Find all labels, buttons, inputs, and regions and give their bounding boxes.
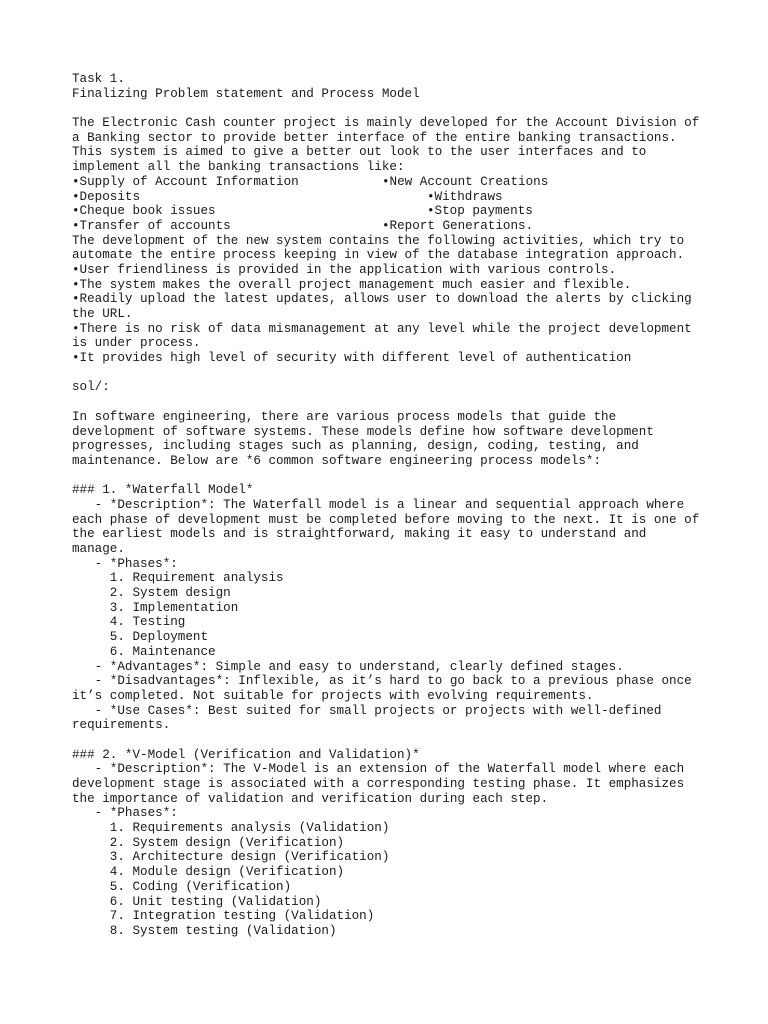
blank-line <box>72 469 712 484</box>
transaction-row <box>72 190 712 205</box>
intro-line: This system is aimed to give a better out look to the user interfaces and to <box>72 145 647 160</box>
overview-line: development of software systems. These models define how software development <box>72 424 654 439</box>
activities-line: •It provides high level of security with different level of authentication <box>72 351 632 366</box>
task-subheading: Finalizing Problem statement and Process Model <box>72 86 420 101</box>
intro-line: a Banking sector to provide better interface of the entire banking transactions. <box>72 130 677 145</box>
waterfall-line: requirements. <box>72 718 171 733</box>
activities-line: •The system makes the overall project management much easier and flexible. <box>72 277 632 292</box>
transaction-row <box>72 175 712 190</box>
waterfall-line: the earliest models and is straightforward, making it easy to understand and <box>72 527 647 542</box>
transaction-left: •Supply of Account Information <box>72 174 299 189</box>
waterfall-line: - *Advantages*: Simple and easy to understand, clearly defined stages. <box>72 659 624 674</box>
activities-line: The development of the new system contains the following activities, which try to <box>72 233 685 248</box>
vmodel-line: 5. Coding (Verification) <box>72 879 292 894</box>
transaction-right: •Stop payments <box>427 204 533 219</box>
waterfall-line: 5. Deployment <box>72 630 209 645</box>
intro-line: The Electronic Cash counter project is mainly developed for the Account Division of <box>72 116 700 131</box>
transaction-row <box>72 219 712 234</box>
vmodel-line: development stage is associated with a corresponding testing phase. It emphasizes <box>72 777 685 791</box>
transaction-left: •Cheque book issues <box>72 204 216 219</box>
overview-line: maintenance. Below are *6 common software engineering process models*: <box>72 453 602 468</box>
transaction-right: •New Account Creations <box>382 174 549 189</box>
vmodel-line: 4. Module design (Verification) <box>72 865 345 880</box>
document-page <box>72 72 712 939</box>
waterfall-line: - *Disadvantages*: Inflexible, as it’s hard to go back to a previous phase once <box>72 674 692 689</box>
blank-line <box>72 733 712 748</box>
vmodel-line: 3. Architecture design (Verification) <box>72 850 390 865</box>
waterfall-line: 6. Maintenance <box>72 644 216 659</box>
transaction-right: •Report Generations. <box>382 218 534 233</box>
waterfall-line: 3. Implementation <box>72 600 239 615</box>
activities-line: •Readily upload the latest updates, allows user to download the alerts by clicking <box>72 292 692 307</box>
waterfall-line: 1. Requirement analysis <box>72 571 284 586</box>
transaction-right: •Withdraws <box>427 189 503 204</box>
overview-line: In software engineering, there are various process models that guide the <box>72 409 617 424</box>
waterfall-line: 4. Testing <box>72 615 186 630</box>
transaction-row <box>72 204 712 219</box>
activities-line: automate the entire process keeping in view of the database integration approach. <box>72 248 685 263</box>
waterfall-line: - *Use Cases*: Best suited for small projects or projects with well-defined <box>72 703 662 718</box>
activities-line: •User friendliness is provided in the application with various controls. <box>72 262 617 277</box>
waterfall-line: manage. <box>72 542 125 556</box>
waterfall-line: each phase of development must be completed before moving to the next. It is one of <box>72 512 700 527</box>
waterfall-line: it’s completed. Not suitable for projects with evolving requirements. <box>72 688 594 703</box>
vmodel-line: the importance of validation and verification during each step. <box>72 791 549 806</box>
vmodel-line: 7. Integration testing (Validation) <box>72 909 375 924</box>
vmodel-line: 6. Unit testing (Validation) <box>72 894 322 909</box>
vmodel-line: - *Description*: The V-Model is an extension of the Waterfall model where each <box>72 762 685 777</box>
blank-line <box>72 395 712 410</box>
waterfall-line: - *Description*: The Waterfall model is a linear and sequential approach where <box>72 497 685 512</box>
vmodel-line: 8. System testing (Validation) <box>72 923 337 938</box>
vmodel-heading: ### 2. *V-Model (Verification and Validation)* <box>72 747 420 762</box>
vmodel-line: - *Phases*: <box>72 806 178 821</box>
overview-line: progresses, including stages such as planning, design, coding, testing, and <box>72 439 639 454</box>
intro-line: implement all the banking transactions like: <box>72 160 405 175</box>
activities-line: the URL. <box>72 307 133 321</box>
waterfall-line: - *Phases*: <box>72 556 178 571</box>
waterfall-line: 2. System design <box>72 586 231 601</box>
waterfall-heading: ### 1. *Waterfall Model* <box>72 483 254 498</box>
task-heading: Task 1. <box>72 72 125 86</box>
transaction-left: •Deposits <box>72 189 141 204</box>
blank-line <box>72 101 712 116</box>
sol-label: sol/: <box>72 380 110 395</box>
transaction-left: •Transfer of accounts <box>72 218 231 233</box>
blank-line <box>72 366 712 381</box>
activities-line: •There is no risk of data mismanagement at any level while the project development <box>72 321 692 336</box>
activities-line: is under process. <box>72 336 201 351</box>
vmodel-line: 1. Requirements analysis (Validation) <box>72 821 390 836</box>
vmodel-line: 2. System design (Verification) <box>72 835 345 850</box>
